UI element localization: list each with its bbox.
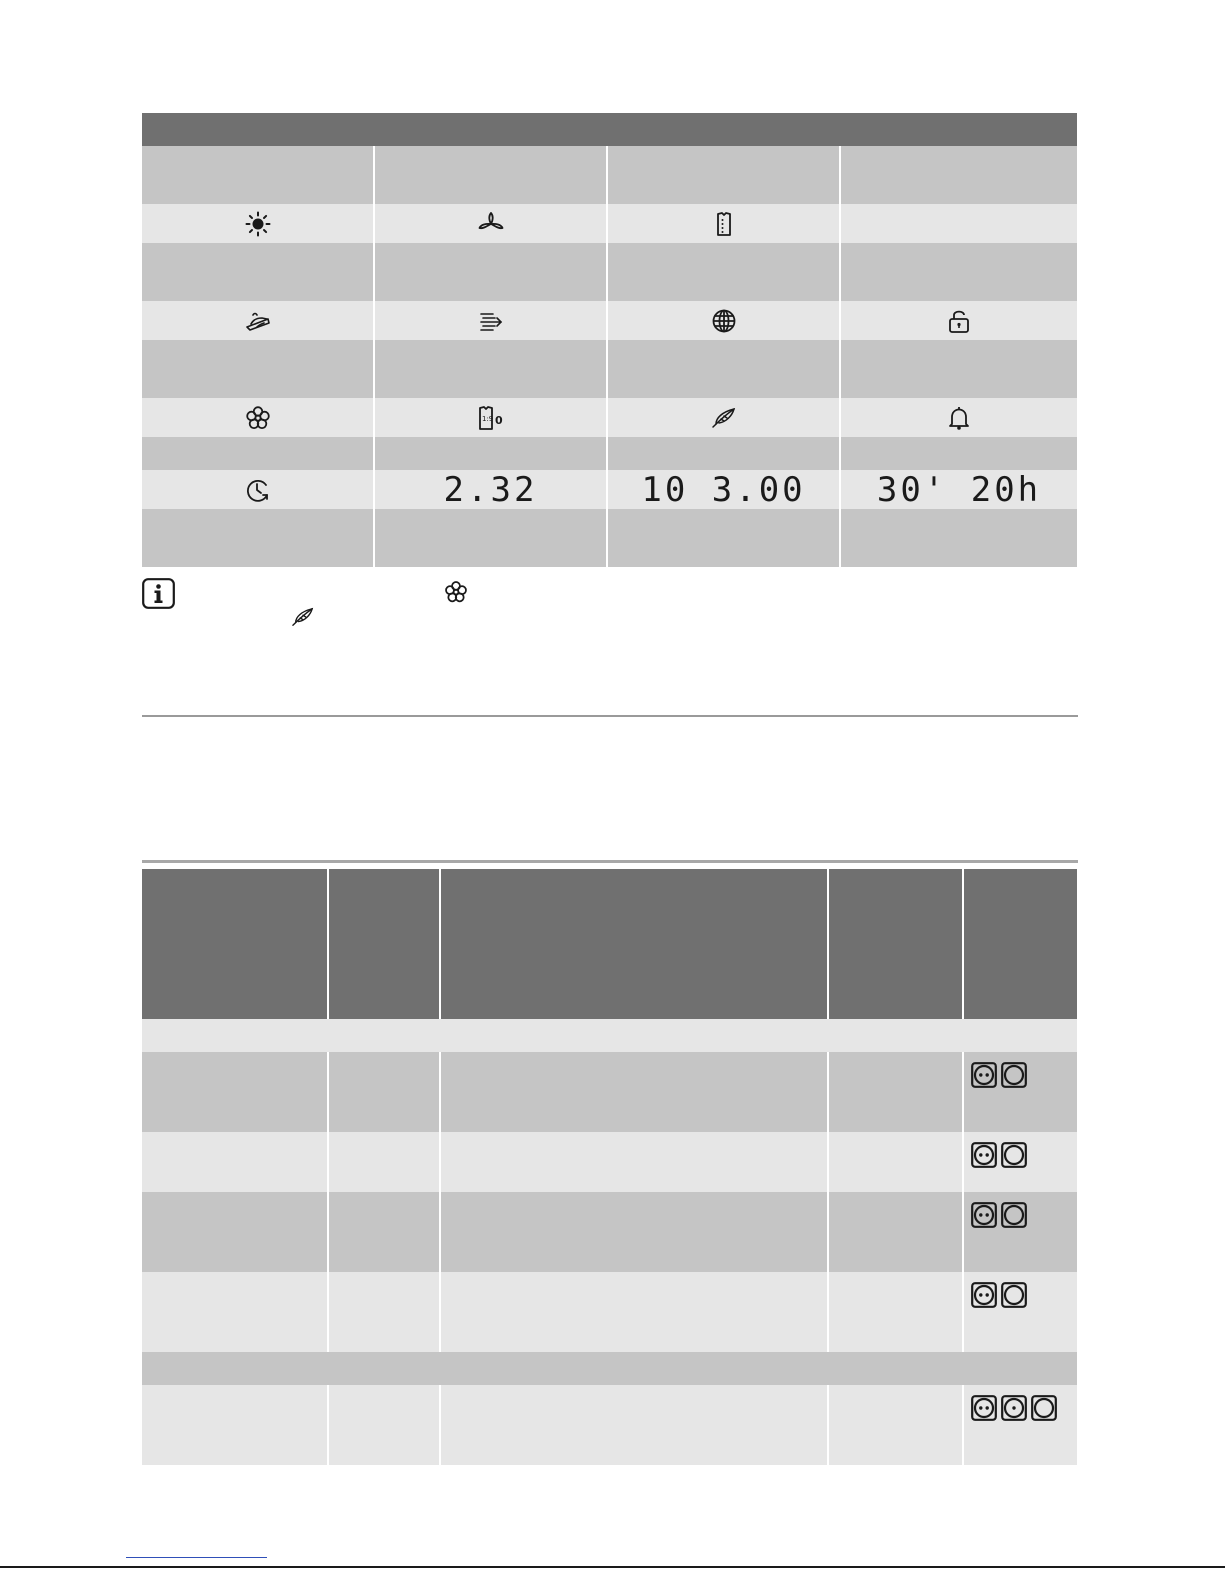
table-cell	[829, 1132, 962, 1192]
double-dot-dry-symbol	[971, 1395, 997, 1421]
table-cell	[142, 398, 373, 437]
table-cell	[375, 243, 606, 301]
table-cell	[608, 204, 839, 243]
double-dot-dry-symbol	[971, 1282, 997, 1308]
table-header-cell	[329, 869, 439, 1019]
double-dot-dry-symbol	[971, 1142, 997, 1168]
feather-icon	[290, 606, 316, 628]
display-symbols-table	[142, 113, 1077, 567]
care-symbols-cell	[964, 1132, 1077, 1192]
table-cell	[841, 437, 1077, 470]
globe-icon	[711, 308, 737, 334]
table-cell	[142, 243, 373, 301]
table-cell	[375, 340, 606, 398]
circle-dry-symbol	[1031, 1395, 1057, 1421]
table-header-cell	[142, 869, 327, 1019]
double-dot-dry-symbol	[971, 1062, 997, 1088]
table-cell	[608, 340, 839, 398]
flower-icon	[444, 580, 468, 604]
table-cell	[142, 1192, 327, 1272]
care-symbols-cell	[964, 1052, 1077, 1132]
table-cell	[841, 243, 1077, 301]
table-cell	[608, 243, 839, 301]
table-cell	[608, 509, 839, 567]
lcd-delay-time: 10 3.00	[641, 469, 806, 510]
table-cell	[375, 509, 606, 567]
circle-dry-symbol	[1001, 1062, 1027, 1088]
table-cell	[841, 470, 1077, 509]
circle-dry-symbol	[1001, 1142, 1027, 1168]
care-symbols-cell	[964, 1272, 1077, 1352]
table-cell	[608, 437, 839, 470]
fan-icon	[477, 211, 505, 237]
table-cell	[841, 398, 1077, 437]
table-cell	[841, 301, 1077, 340]
rinse-hold-icon	[477, 310, 505, 332]
lcd-time-remaining: 2.32	[443, 469, 538, 510]
table-cell	[608, 301, 839, 340]
programme-table	[142, 869, 1077, 1465]
feather-icon	[710, 406, 738, 430]
bell-icon	[947, 405, 971, 431]
flower-icon	[245, 405, 271, 431]
footer-link-underline	[126, 1557, 267, 1558]
circle-dry-symbol	[1001, 1202, 1027, 1228]
section-divider	[142, 860, 1078, 863]
padlock-open-icon	[947, 308, 971, 334]
table-cell	[829, 1385, 962, 1465]
table-cell	[142, 509, 373, 567]
table-cell	[142, 437, 373, 470]
circle-dry-symbol	[1001, 1282, 1027, 1308]
section-divider	[142, 715, 1078, 717]
table-cell	[142, 204, 373, 243]
single-dot-dry-symbol	[1001, 1395, 1027, 1421]
table-cell	[329, 1272, 439, 1352]
section-row	[142, 1352, 1077, 1385]
double-dot-dry-symbol	[971, 1202, 997, 1228]
section-row	[142, 1019, 1077, 1052]
svg-text:0: 0	[494, 413, 503, 427]
table-cell	[329, 1385, 439, 1465]
table-cell	[375, 204, 606, 243]
lcd-duration: 30' 20h	[876, 469, 1042, 510]
table-cell	[441, 1192, 827, 1272]
table-cell	[375, 437, 606, 470]
table-cell	[841, 146, 1077, 204]
table-cell	[375, 301, 606, 340]
table-cell	[608, 398, 839, 437]
table-header-cell	[441, 869, 827, 1019]
table-cell	[441, 1132, 827, 1192]
table-cell	[142, 301, 373, 340]
table-cell	[142, 1272, 327, 1352]
table-cell	[829, 1192, 962, 1272]
care-symbols-cell	[964, 1385, 1077, 1465]
table-cell	[608, 470, 839, 509]
svg-text:1:9: 1:9	[481, 414, 493, 423]
table-cell	[829, 1052, 962, 1132]
shirt-chart-icon	[477, 405, 505, 431]
table-cell	[329, 1192, 439, 1272]
table-cell	[829, 1272, 962, 1352]
care-symbols-cell	[964, 1192, 1077, 1272]
table-cell	[441, 1272, 827, 1352]
table-cell	[329, 1052, 439, 1132]
info-icon	[142, 578, 175, 609]
table-cell	[441, 1052, 827, 1132]
table-cell	[142, 340, 373, 398]
footer-border	[0, 1566, 1225, 1568]
table-header-cell	[964, 869, 1077, 1019]
table-cell	[142, 146, 373, 204]
shirt-icon	[714, 211, 734, 237]
table-cell	[841, 340, 1077, 398]
table-cell	[841, 204, 1077, 243]
iron-icon	[244, 309, 272, 333]
table-cell	[608, 146, 839, 204]
table-cell	[329, 1132, 439, 1192]
delay-timer-icon	[244, 476, 272, 504]
table-cell	[142, 1385, 327, 1465]
table-header-bar	[142, 113, 1077, 146]
table-cell	[375, 398, 606, 437]
table-header-cell	[829, 869, 962, 1019]
table-cell	[841, 509, 1077, 567]
table-cell	[441, 1385, 827, 1465]
table-cell	[142, 470, 373, 509]
info-note	[142, 578, 1077, 638]
table-cell	[375, 470, 606, 509]
table-cell	[142, 1132, 327, 1192]
table-cell	[142, 1052, 327, 1132]
sun-icon	[245, 211, 271, 237]
table-cell	[375, 146, 606, 204]
